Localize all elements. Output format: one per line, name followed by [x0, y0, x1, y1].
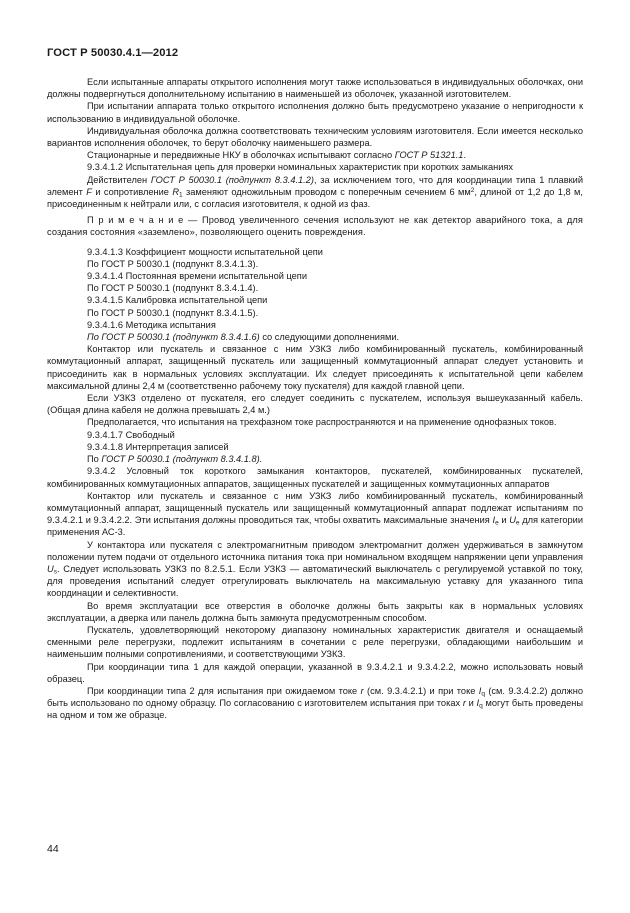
symbol: I — [492, 515, 496, 526]
text-run: . Следует использовать УЗКЗ по 8.2.5.1. Если УЗКЗ — автоматический выключатель с регулируемой уставкой по току, для проведения испытаний следует отрегулировать выключатель на максимальную уставку для указанного типа координации и селективности. — [47, 563, 583, 599]
note — [47, 214, 583, 238]
text-run: , за исключением того, что для координации типа 1 плавкий элемент — [47, 174, 583, 197]
symbol: U — [47, 563, 54, 574]
symbol: I — [478, 685, 482, 696]
text-run: По — [87, 454, 102, 465]
paragraph — [47, 149, 583, 161]
subscript: 1 — [179, 191, 183, 199]
paragraph: По ГОСТ Р 50030.1 (подпункт 8.3.4.1.3). — [87, 258, 259, 269]
paragraph: Предполагается, что испытания на трехфазном токе распространяются и на применение однофазных токов. — [87, 417, 557, 428]
text-run: заменяют одножильным проводом с поперечным сечением 6 мм — [182, 186, 471, 197]
paragraph: Пускатель, удовлетворяющий некоторому диапазону номинальных характеристик двигателя и оснащаемый сменными реле перегрузки, подлежит испытаниям в сочетании с реле перегрузки, обладающими наибольшим и наименьшим полными сопротивлениями, и соответствующими УЗКЗ. — [47, 624, 583, 660]
paragraph — [47, 685, 583, 722]
section-heading: 9.3.4.1.5 Калибровка испытательной цепи — [87, 295, 268, 306]
paragraph: Во время эксплуатации все отверстия в оболочке должны быть закрыты как в нормальных условиях эксплуатации, а дверка или панель должна быть замкнута предусмотренным способом. — [47, 600, 583, 623]
page-number: 44 — [47, 843, 59, 855]
subscript: q — [479, 702, 483, 710]
standard-reference: ГОСТ Р 50030.1 (подпункт 8.3.4.1.8). — [101, 454, 263, 465]
text-run: и — [498, 515, 510, 526]
text-run: и сопротивление — [91, 186, 173, 197]
paragraph: Индивидуальная оболочка должна соответствовать техническим условиям изготовителя. Если имеется несколько вариантов исполнения оболочек, то берут оболочку наименьшего размера. — [47, 125, 583, 149]
text-run: , длиной от 1,2 до 1,8 м, присоединенным к нейтрали или, с согласия изготовителя, к одной из фаз. — [47, 186, 583, 210]
subscript: e — [495, 519, 499, 527]
text-run: со следующими дополнениями. — [259, 332, 400, 343]
section-heading: 9.3.4.1.7 Свободный — [87, 429, 175, 440]
paragraph: Если УЗКЗ отделено от пускателя, его следует соединить с пускателем, используя вышеуказанный кабель. (Общая длина кабеля не должна превышать 2,4 м.) — [47, 393, 583, 416]
paragraph — [47, 174, 583, 211]
text-run: Контактор или пускатель и связанное с ним УЗКЗ либо комбинированный пускатель, комбинированный коммутационный аппарат, защищенный пускатель или защищенный коммутационный аппарат подлежат испытаниям по 9.3.4.2.1 и 9.3.4.2.2. Эти испытания должны проводиться так, чтобы охватить максимальные значения — [47, 490, 583, 526]
text-run: Действителен — [87, 174, 151, 185]
symbol: R — [172, 186, 179, 197]
paragraph: По ГОСТ Р 50030.1 (подпункт 8.3.4.1.5). — [87, 307, 259, 318]
subscript: s — [53, 568, 57, 576]
paragraph — [47, 539, 583, 600]
paragraph — [47, 490, 583, 539]
section-heading: 9.3.4.1.2 Испытательная цепь для проверки номинальных характеристик при коротких замыканиях — [87, 162, 514, 173]
superscript: 2 — [470, 186, 475, 194]
text-run: . — [463, 150, 467, 161]
standard-reference: По ГОСТ Р 50030.1 (подпункт 8.3.4.1.6) — [87, 332, 260, 343]
standard-reference: ГОСТ Р 50030.1 (подпункт 8.3.4.1.2) — [150, 174, 314, 185]
document-body — [47, 76, 583, 722]
standard-reference: ГОСТ Р 51321.1 — [394, 150, 464, 161]
note-text: — Провод увеличенного сечения используют не как детектор аварийного тока, а для создания состояния «заземлено», позволяющего оценить повреждения. — [47, 215, 583, 238]
paragraph: При испытании аппарата только открытого исполнения должно быть предусмотрено указание о непригодности к использованию в индивидуальной оболочке. — [47, 101, 583, 124]
paragraph: Контактор или пускатель и связанное с ним УЗКЗ либо комбинированный пускатель, комбинированный коммутационный аппарат, защищенный пускатель или защищенный коммутационный аппарат следует установить и присоединить как в нормальных условиях эксплуатации. Их следует присоединять к испытательной цепи кабелем максимальной длины 2,4 м (соответственно рабочему току пускателя) для каждой главной цепи. — [47, 344, 583, 391]
symbol: r — [360, 685, 364, 696]
text-run: При координации типа 2 для испытания при ожидаемом токе — [87, 685, 361, 696]
symbol: F — [86, 186, 92, 197]
spacer — [47, 239, 583, 246]
section-heading: 9.3.4.1.8 Интерпретация записей — [87, 441, 229, 452]
text-run: У контактора или пускателя с электромагнитным приводом электромагнит должен удерживаться в замкнутом положении путем подачи от отдельного источника питания тока при номинальном входящем напряжении цепи управления — [47, 539, 583, 562]
text-run: (см. 9.3.4.2.2) должно быть использовано по одному образцу. По согласованию с изготовителем испытания при токах — [47, 685, 583, 709]
symbol: U — [509, 515, 516, 526]
symbol: I — [476, 698, 480, 709]
text-run: Стационарные и передвижные НКУ в оболочках испытывают согласно — [87, 150, 395, 161]
paragraph: По ГОСТ Р 50030.1 (подпункт 8.3.4.1.4). — [87, 283, 259, 294]
symbol: r — [462, 698, 466, 709]
text-run: могут быть проведены на одном и том же образце. — [47, 698, 583, 721]
paragraph: При координации типа 1 для каждой операции, указанной в 9.3.4.2.1 и 9.3.4.2.2, можно использовать новый образец. — [47, 661, 583, 684]
section-heading: 9.3.4.1.4 Постоянная времени испытательной цепи — [87, 271, 307, 282]
document-header: ГОСТ Р 50030.4.1—2012 — [47, 47, 179, 59]
text-run: для категории применения АС-3. — [47, 515, 583, 538]
subscript: e — [515, 519, 520, 527]
section-heading: 9.3.4.1.3 Коэффициент мощности испытательной цепи — [87, 246, 323, 257]
text-run: и — [465, 698, 477, 709]
section-heading: 9.3.4.1.6 Методика испытания — [87, 319, 216, 330]
paragraph — [47, 331, 583, 343]
text-run: (см. 9.3.4.2.1) и при токе — [363, 685, 479, 696]
note-label: П р и м е ч а н и е — [87, 215, 184, 226]
paragraph — [47, 453, 583, 465]
section-heading: 9.3.4.2 Условный ток короткого замыкания контакторов, пускателей, комбинированных пускателей, комбинированных коммутационных аппаратов, защищенных пускателей и защищенных коммутационных аппаратов — [47, 466, 583, 489]
paragraph: Если испытанные аппараты открытого исполнения могут также использоваться в индивидуальных оболочках, они должны подвергнуться дополнительному испытанию в наименьшей из оболочек, указанной изготовителем. — [47, 77, 583, 100]
subscript: q — [481, 690, 485, 698]
